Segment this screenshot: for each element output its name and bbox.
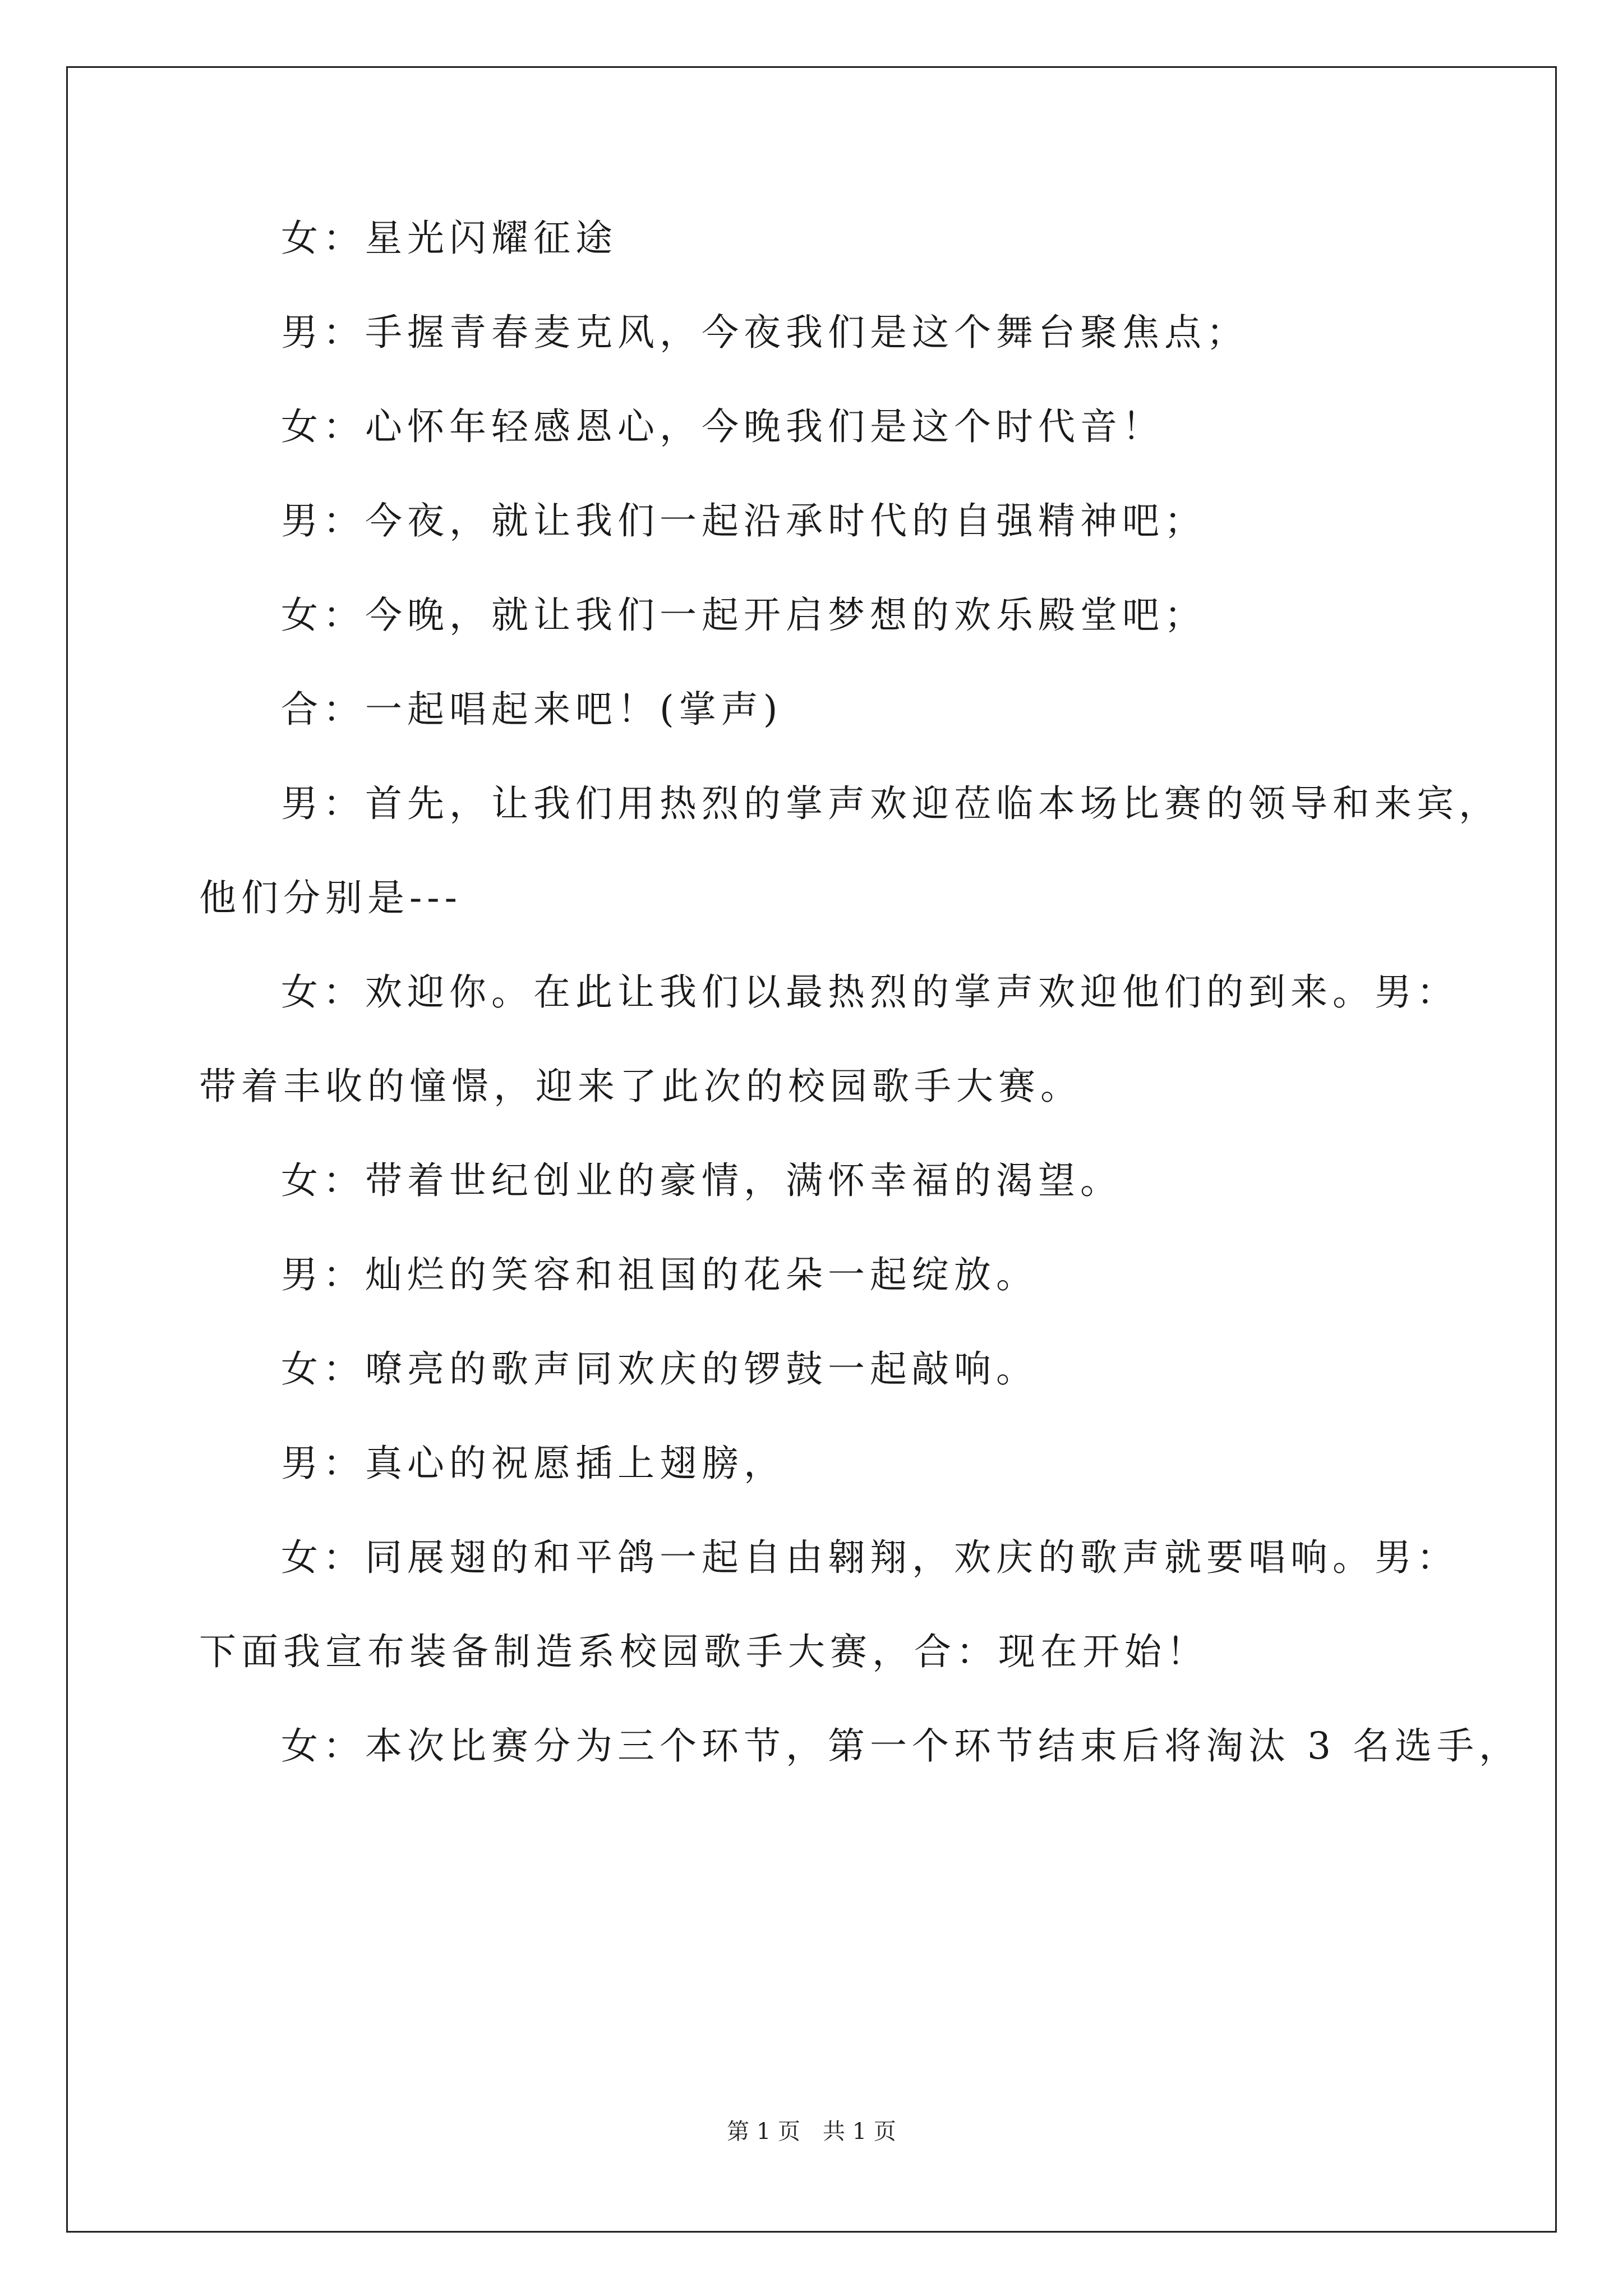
text-line: 女：星光闪耀征途: [281, 217, 617, 260]
text-line: 男：手握青春麦克风，今夜我们是这个舞台聚焦点；: [281, 311, 1248, 354]
page-number-footer: 第 1 页 共 1 页: [727, 2119, 896, 2145]
text-line: 女：带着世纪创业的豪情，满怀幸福的渴望。: [281, 1159, 1122, 1202]
text-line: 男：首先，让我们用热烈的掌声欢迎莅临本场比赛的领导和来宾，: [281, 782, 1501, 825]
text-line: 男：真心的祝愿插上翅膀，: [281, 1442, 786, 1485]
text-line: 女：欢迎你。在此让我们以最热烈的掌声欢迎他们的到来。男：: [281, 970, 1459, 1014]
text-line: 他们分别是---: [199, 876, 462, 919]
text-line: 女：本次比赛分为三个环节，第一个环节结束后将淘汰 3 名选手，: [281, 1724, 1521, 1768]
text-line: 下面我宣布装备制造系校园歌手大赛，合：现在开始！: [199, 1630, 1209, 1673]
text-line: 男：今夜，就让我们一起沿承时代的自强精神吧；: [281, 499, 1206, 542]
text-line: 女：同展翅的和平鸽一起自由翱翔，欢庆的歌声就要唱响。男：: [281, 1536, 1459, 1579]
text-line: 女：嘹亮的歌声同欢庆的锣鼓一起敲响。: [281, 1347, 1038, 1391]
text-line: 女：心怀年轻感恩心，今晚我们是这个时代音！: [281, 405, 1164, 448]
text-line: 合：一起唱起来吧！(掌声): [281, 688, 783, 731]
text-line: 带着丰收的憧憬，迎来了此次的校园歌手大赛。: [199, 1065, 1082, 1108]
text-line: 男：灿烂的笑容和祖国的花朵一起绽放。: [281, 1253, 1038, 1296]
text-line: 女：今晚，就让我们一起开启梦想的欢乐殿堂吧；: [281, 593, 1206, 637]
page-border: [66, 66, 1557, 2233]
